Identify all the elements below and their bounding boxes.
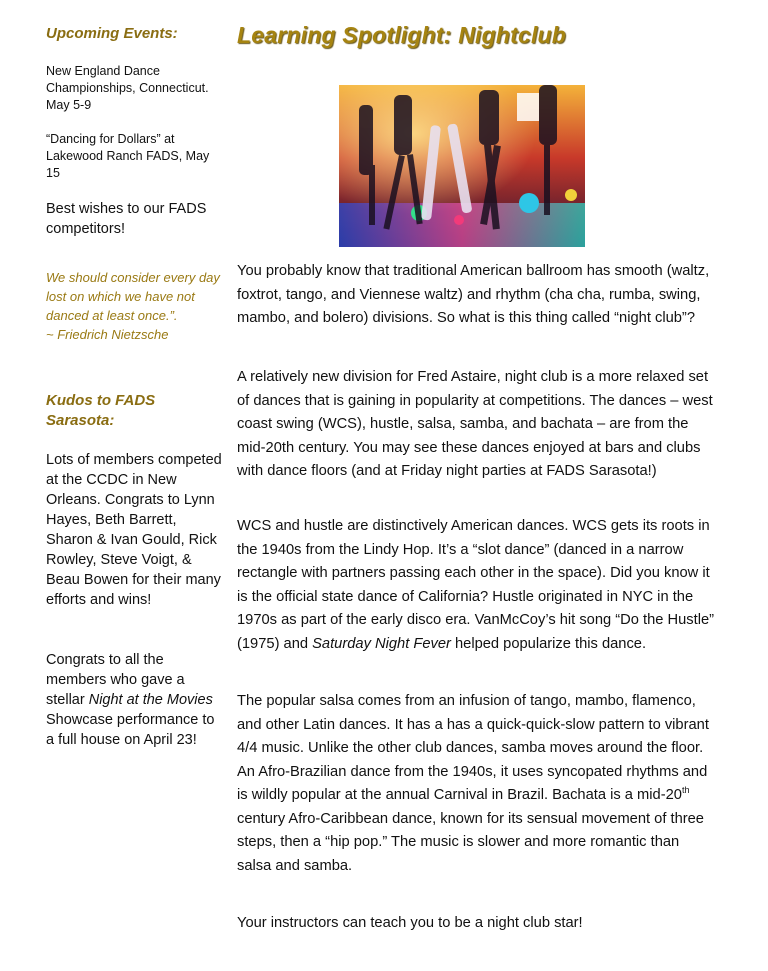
main-column	[237, 22, 727, 49]
event-item: “Dancing for Dollars” at Lakewood Ranch FADS, May 15	[46, 132, 210, 180]
body-paragraph: You probably know that traditional American ballroom has smooth (waltz, foxtrot, tango, and Viennese waltz) and rhythm (cha cha, rumba, swing, mambo, and bolero) divisions. So what is this thing called “night club”?	[237, 263, 710, 326]
best-wishes-text: Best wishes to our FADS competitors!	[46, 201, 207, 237]
body-paragraph: WCS and hustle are distinctively American dances. WCS gets its roots in the 1940s from the Lindy Hop. It’s a “slot dance” (danced in a narrow rectangle with partners passing each other in the space). Did you know it is the official state dance of California? Hustle originated in NYC in the 1970s as part of the early disco era. VanMcCoy’s hit song “Do the Hustle” (1975) and Saturday Night Fever helped popularize this dance.	[237, 518, 715, 652]
quote-text: We should consider every day lost on which we have not danced at least once.”.	[46, 270, 220, 323]
kudos-paragraph: Congrats to all the members who gave a stellar Night at the Movies Showcase performance to a full house on April 23!	[46, 652, 215, 748]
sidebar	[46, 24, 226, 750]
body-paragraph: The popular salsa comes from an infusion of tango, mambo, flamenco, and other Latin dances. It has a has a quick-quick-slow pattern to vibrant 4/4 music. Unlike the other club dances, samba moves around the floor. An Afro-Brazilian dance from the 1940s, it uses syncopated rhythms and is wildly popular at the annual Carnival in Brazil. Bachata is a mid-20th century Afro-Caribbean dance, known for its sensual movement of three steps, then a “hip pop.” The music is slower and more romantic than salsa and samba.	[237, 693, 709, 874]
kudos-heading: Kudos to FADS Sarasota:	[46, 392, 156, 429]
event-item: New England Dance Championships, Connecticut. May 5-9	[46, 64, 209, 112]
body-paragraph: A relatively new division for Fred Astaire, night club is a more relaxed set of dances that is gaining in popularity at competitions. The dances – west coast swing (WCS), hustle, salsa, samba, and bachata – are from the mid-20th century. You may see these dances enjoyed at bars and clubs with dance floors (and at Friday night parties at FADS Sarasota!)	[237, 369, 713, 479]
kudos-paragraph: Lots of members competed at the CCDC in New Orleans. Congrats to Lynn Hayes, Beth Barrett, Sharon & Ivan Gould, Rick Rowley, Steve Voigt, & Beau Bowen for their many efforts and wins!	[46, 452, 222, 608]
page-title: Learning Spotlight: Nightclub	[237, 22, 567, 48]
closing-paragraph: Your instructors can teach you to be a night club star!	[237, 915, 583, 931]
nightclub-dance-photo	[339, 85, 585, 247]
quote-author: ~ Friedrich Nietzsche	[46, 327, 169, 342]
upcoming-events-heading: Upcoming Events:	[46, 25, 178, 42]
